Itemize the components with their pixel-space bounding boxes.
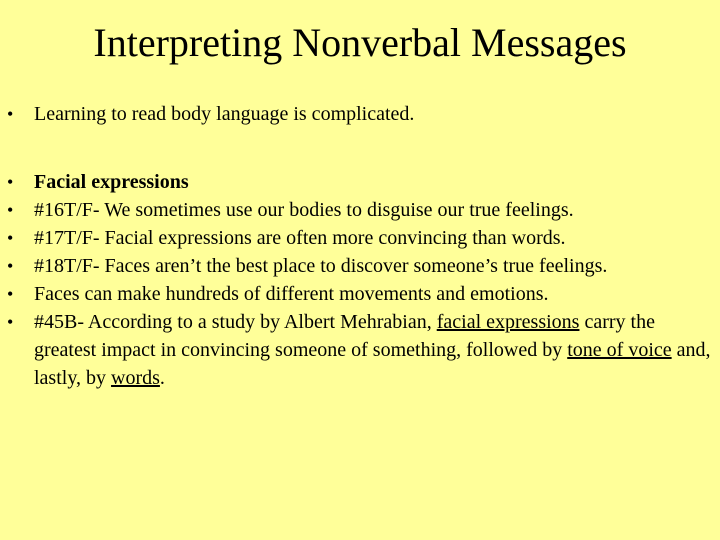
underlined-term: tone of voice (567, 339, 672, 361)
bullet-text: Facial expressions (34, 171, 189, 193)
bullet-item (7, 100, 714, 128)
bullet-text: #16T/F- We sometimes use our bodies to disguise our true feelings. (34, 199, 574, 221)
bullet-item (7, 224, 714, 252)
bullet-item (7, 252, 714, 280)
bullet-text-part: #45B- According to a study by Albert Mehrabian, (34, 311, 437, 333)
bullet-text-part: and, lastly, by (34, 339, 711, 389)
bullet-icon: • (7, 104, 14, 124)
bullet-text: #17T/F- Facial expressions are often more convincing than words. (34, 227, 566, 249)
bullet-icon: • (7, 200, 14, 220)
slide-title: Interpreting Nonverbal Messages (93, 20, 627, 65)
underlined-term: facial expressions (436, 311, 580, 333)
underlined-term: words (111, 367, 160, 389)
bullet-text-part: carry the greatest impact in convincing someone of something, followed by (34, 311, 655, 361)
bullet-item (7, 168, 714, 196)
bullet-item (7, 280, 714, 308)
bullet-icon: • (7, 172, 14, 192)
bullet-item (7, 196, 714, 224)
bullet-text-part: . (159, 367, 165, 389)
bullet-list (7, 100, 714, 392)
bullet-text: Faces can make hundreds of different movements and emotions. (34, 283, 549, 305)
bullet-text: Learning to read body language is complicated. (34, 103, 415, 125)
bullet-icon: • (7, 228, 14, 248)
bullet-icon: • (7, 312, 14, 332)
bullet-text: #18T/F- Faces aren’t the best place to discover someone’s true feelings. (34, 255, 608, 277)
bullet-icon: • (7, 284, 14, 304)
bullet-icon: • (7, 256, 14, 276)
bullet-item (7, 308, 714, 392)
